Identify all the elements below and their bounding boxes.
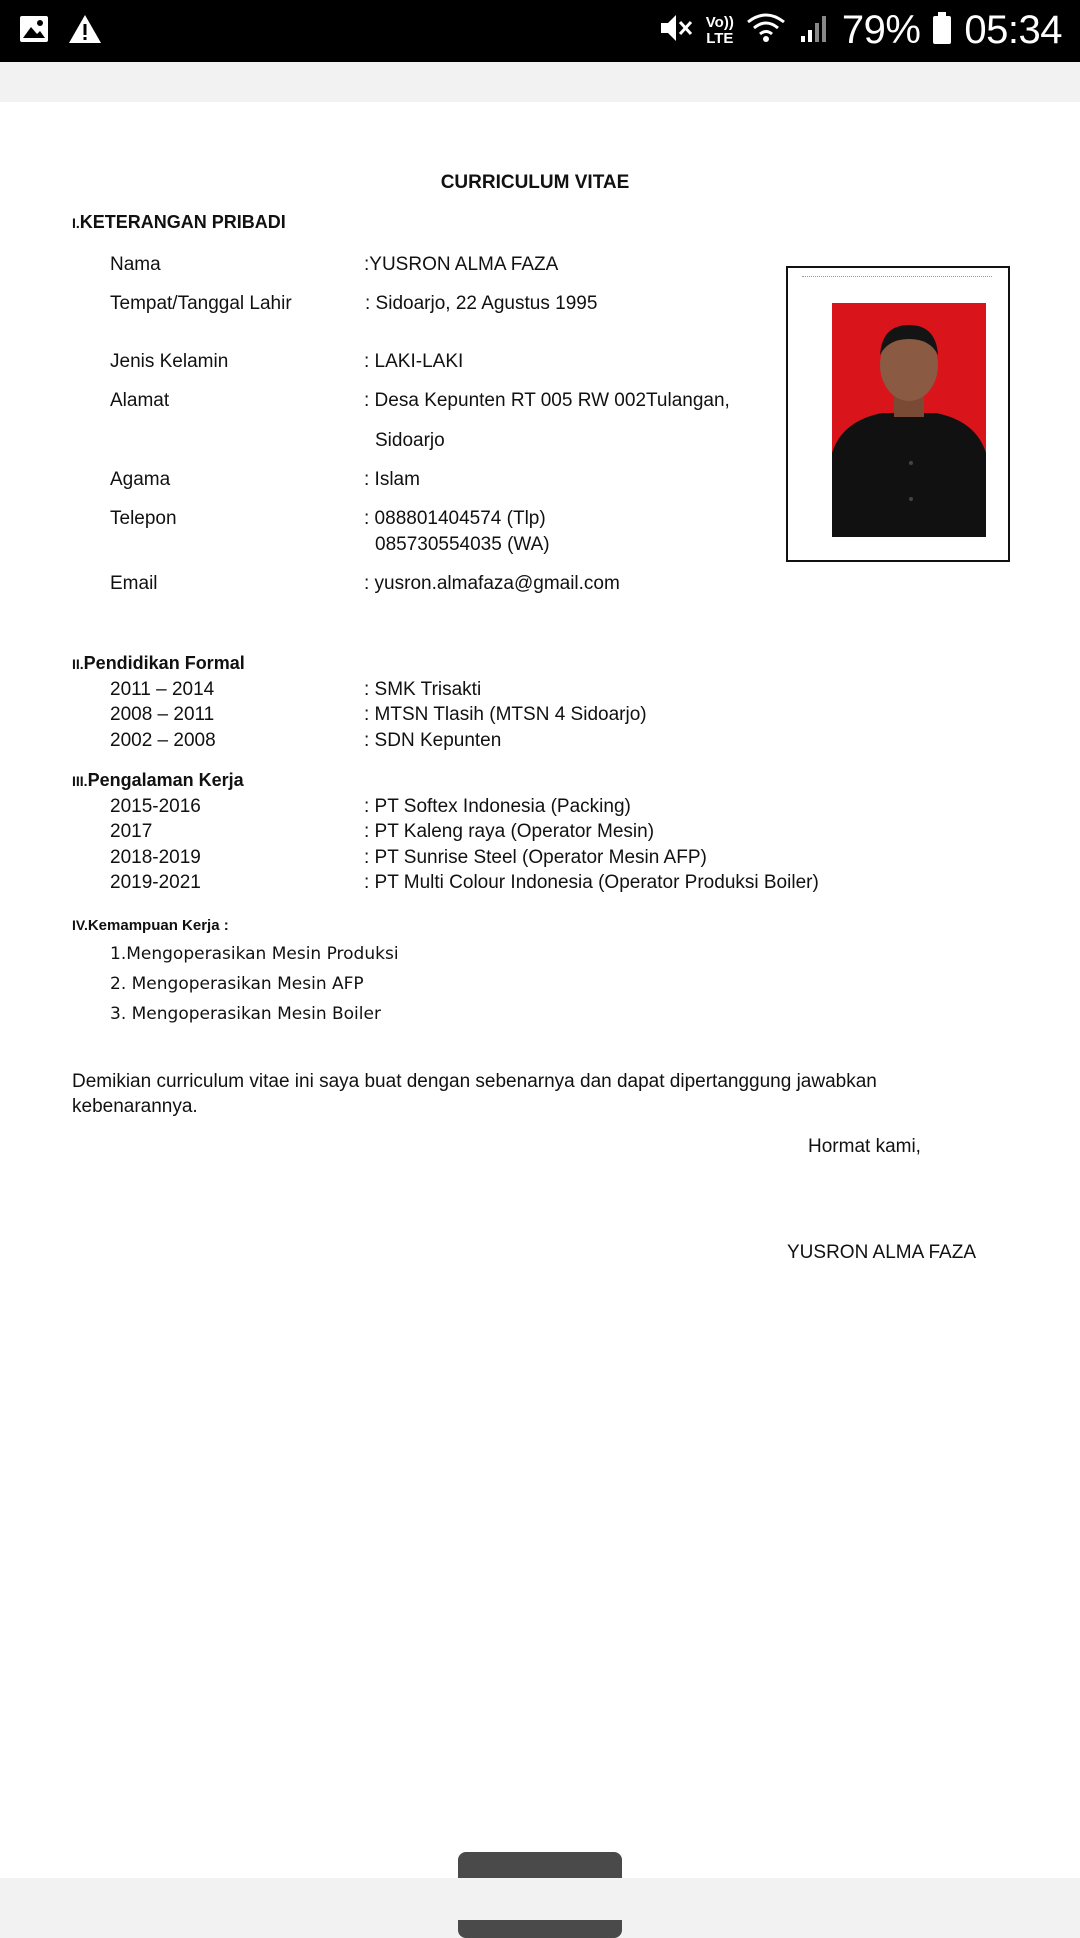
skill-number: 3. (110, 1004, 127, 1024)
status-bar (0, 0, 1080, 62)
experience-years: 2019-2021 (110, 872, 201, 893)
nama-value: :YUSRON ALMA FAZA (364, 254, 559, 275)
photo-scan-artifact (802, 276, 992, 281)
experience-years: 2015-2016 (110, 796, 201, 817)
section-title: KETERANGAN PRIBADI (79, 212, 286, 232)
telepon-value: : 088801404574 (Tlp) (364, 508, 546, 529)
experience-job: : PT Kaleng raya (Operator Mesin) (364, 821, 655, 842)
clock: 05:34 (964, 8, 1062, 52)
signal-icon (798, 12, 830, 49)
skill-number: 1. (110, 944, 127, 964)
profile-photo (786, 266, 1010, 562)
section-title: Kemampuan Kerja : (87, 917, 229, 934)
section-title: Pendidikan Formal (83, 653, 245, 673)
skill-text: Mengoperasikan Mesin Produksi (126, 944, 399, 964)
battery-icon (932, 11, 952, 50)
signature-name: YUSRON ALMA FAZA (787, 1242, 976, 1263)
volte-top-label: Vo)) (705, 13, 734, 31)
skill-text: Mengoperasikan Mesin Boiler (131, 1004, 381, 1024)
closing-statement: Demikian curriculum vitae ini saya buat dengan sebenarnya dan dapat dipertanggung jawabkan (72, 1071, 877, 1092)
skill-item (110, 944, 399, 964)
education-school: : SMK Trisakti (364, 679, 482, 700)
experience-job: : PT Multi Colour Indonesia (Operator Produksi Boiler) (364, 872, 819, 893)
education-school: : MTSN Tlasih (MTSN 4 Sidoarjo) (364, 704, 647, 725)
experience-job: : PT Softex Indonesia (Packing) (364, 796, 631, 817)
education-years: 2008 – 2011 (110, 704, 215, 725)
volte-bottom-label: LTE (706, 29, 734, 47)
section-number: III. (72, 773, 88, 789)
image-icon (18, 13, 50, 50)
volte-icon (706, 15, 734, 47)
warning-icon (68, 13, 102, 50)
notification-icons (18, 13, 102, 50)
section-number: I. (72, 215, 80, 231)
alamat-value-line2: Sidoarjo (375, 430, 445, 451)
nama-label: Nama (110, 254, 161, 275)
alamat-label: Alamat (110, 390, 170, 411)
skill-number: 2. (110, 974, 127, 994)
ttl-label: Tempat/Tanggal Lahir (110, 293, 292, 314)
telepon-label: Telepon (110, 508, 177, 529)
section-personal-heading (72, 212, 286, 233)
email-label: Email (110, 573, 158, 594)
alamat-value: : Desa Kepunten RT 005 RW 002Tulangan, (364, 390, 730, 411)
education-school: : SDN Kepunten (364, 730, 502, 751)
telepon-value-line2: 085730554035 (WA) (375, 534, 550, 555)
person-silhouette (832, 303, 986, 537)
experience-years: 2017 (110, 821, 153, 842)
wifi-icon (746, 12, 786, 49)
skill-item (110, 1004, 381, 1024)
system-indicators (658, 8, 1062, 53)
education-years: 2011 – 2014 (110, 679, 215, 700)
section-number: II. (72, 656, 84, 672)
photo-red-background (832, 303, 986, 537)
section-number: IV. (72, 917, 88, 933)
experience-years: 2018-2019 (110, 847, 201, 868)
regards-text: Hormat kami, (808, 1136, 921, 1157)
jenis-kelamin-value: : LAKI-LAKI (364, 351, 464, 372)
skill-item (110, 974, 364, 994)
closing-statement-line2: kebenarannya. (72, 1096, 198, 1117)
education-years: 2002 – 2008 (110, 730, 216, 751)
ttl-value: : Sidoarjo, 22 Agustus 1995 (365, 293, 598, 314)
document-title: CURRICULUM VITAE (440, 172, 630, 193)
section-education-heading (72, 653, 245, 674)
document-page[interactable] (0, 102, 1080, 1878)
experience-job: : PT Sunrise Steel (Operator Mesin AFP) (364, 847, 707, 868)
viewer-bottom-margin (0, 1878, 1080, 1920)
agama-label: Agama (110, 469, 171, 490)
jenis-kelamin-label: Jenis Kelamin (110, 351, 229, 372)
skill-text: Mengoperasikan Mesin AFP (131, 974, 364, 994)
section-experience-heading (72, 770, 244, 791)
mute-icon (658, 11, 694, 50)
section-skills-heading (72, 917, 229, 935)
section-title: Pengalaman Kerja (87, 770, 244, 790)
viewer-top-margin (0, 62, 1080, 102)
agama-value: : Islam (364, 469, 420, 490)
battery-percent: 79% (841, 8, 921, 52)
email-value: : yusron.almafaza@gmail.com (364, 573, 620, 594)
